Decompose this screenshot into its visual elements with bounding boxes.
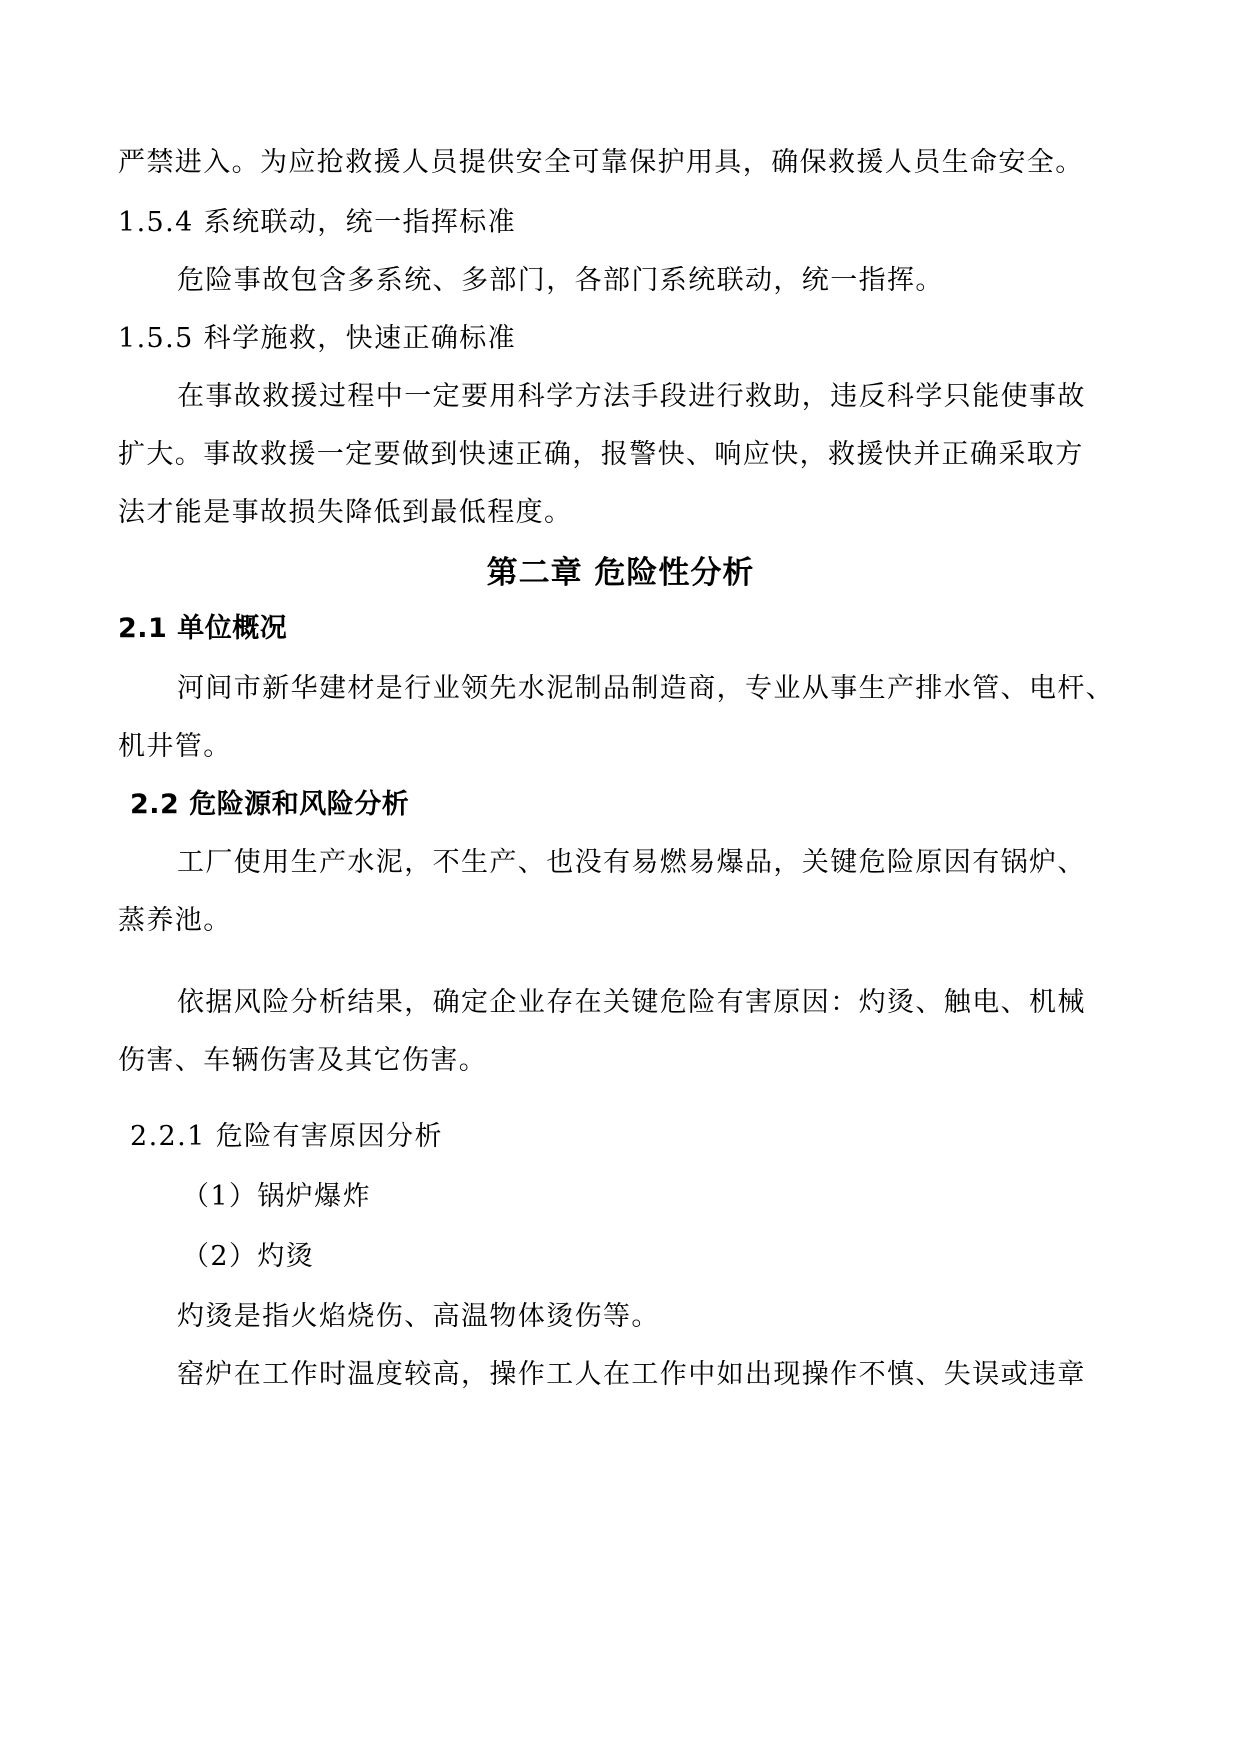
- list-item: （2）灼烫: [182, 1241, 315, 1272]
- paragraph-line: 灼烫是指火焰烧伤、高温物体烫伤等。: [177, 1301, 660, 1332]
- paragraph-line: 扩大。事故救援一定要做到快速正确，报警快、响应快，救援快并正确采取方: [118, 439, 1084, 470]
- paragraph-line: 工厂使用生产水泥，不生产、也没有易燃易爆品，关键危险原因有锅炉、: [177, 847, 1086, 878]
- paragraph-line: 机井管。: [118, 731, 232, 762]
- paragraph-line: 依据风险分析结果，确定企业存在关键危险有害原因：灼烫、触电、机械: [177, 987, 1086, 1018]
- paragraph-line: 危险事故包含多系统、多部门，各部门系统联动，统一指挥。: [177, 265, 944, 296]
- paragraph-line: 法才能是事故损失降低到最低程度。: [118, 497, 573, 528]
- section-heading-2-2: 2.2 危险源和风险分析: [130, 789, 410, 820]
- section-heading-2-2-1: 2.2.1 危险有害原因分析: [130, 1121, 443, 1152]
- paragraph-line: 蒸养池。: [118, 905, 232, 936]
- section-heading-2-1: 2.1 单位概况: [118, 613, 288, 644]
- paragraph-line: 严禁进入。为应抢救援人员提供安全可靠保护用具，确保救援人员生命安全。: [118, 147, 1084, 178]
- paragraph-line: 窑炉在工作时温度较高，操作工人在工作中如出现操作不慎、失误或违章: [177, 1359, 1086, 1390]
- section-heading-1-5-4: 1.5.4 系统联动，统一指挥标准: [118, 207, 517, 238]
- list-item: （1）锅炉爆炸: [182, 1181, 371, 1212]
- paragraph-line: 伤害、车辆伤害及其它伤害。: [118, 1045, 488, 1076]
- chapter-title: 第二章 危险性分析: [486, 555, 755, 591]
- section-heading-1-5-5: 1.5.5 科学施救，快速正确标准: [118, 323, 517, 354]
- paragraph-line: 河间市新华建材是行业领先水泥制品制造商，专业从事生产排水管、电杆、: [177, 673, 1115, 704]
- paragraph-line: 在事故救援过程中一定要用科学方法手段进行救助，违反科学只能使事故: [177, 381, 1086, 412]
